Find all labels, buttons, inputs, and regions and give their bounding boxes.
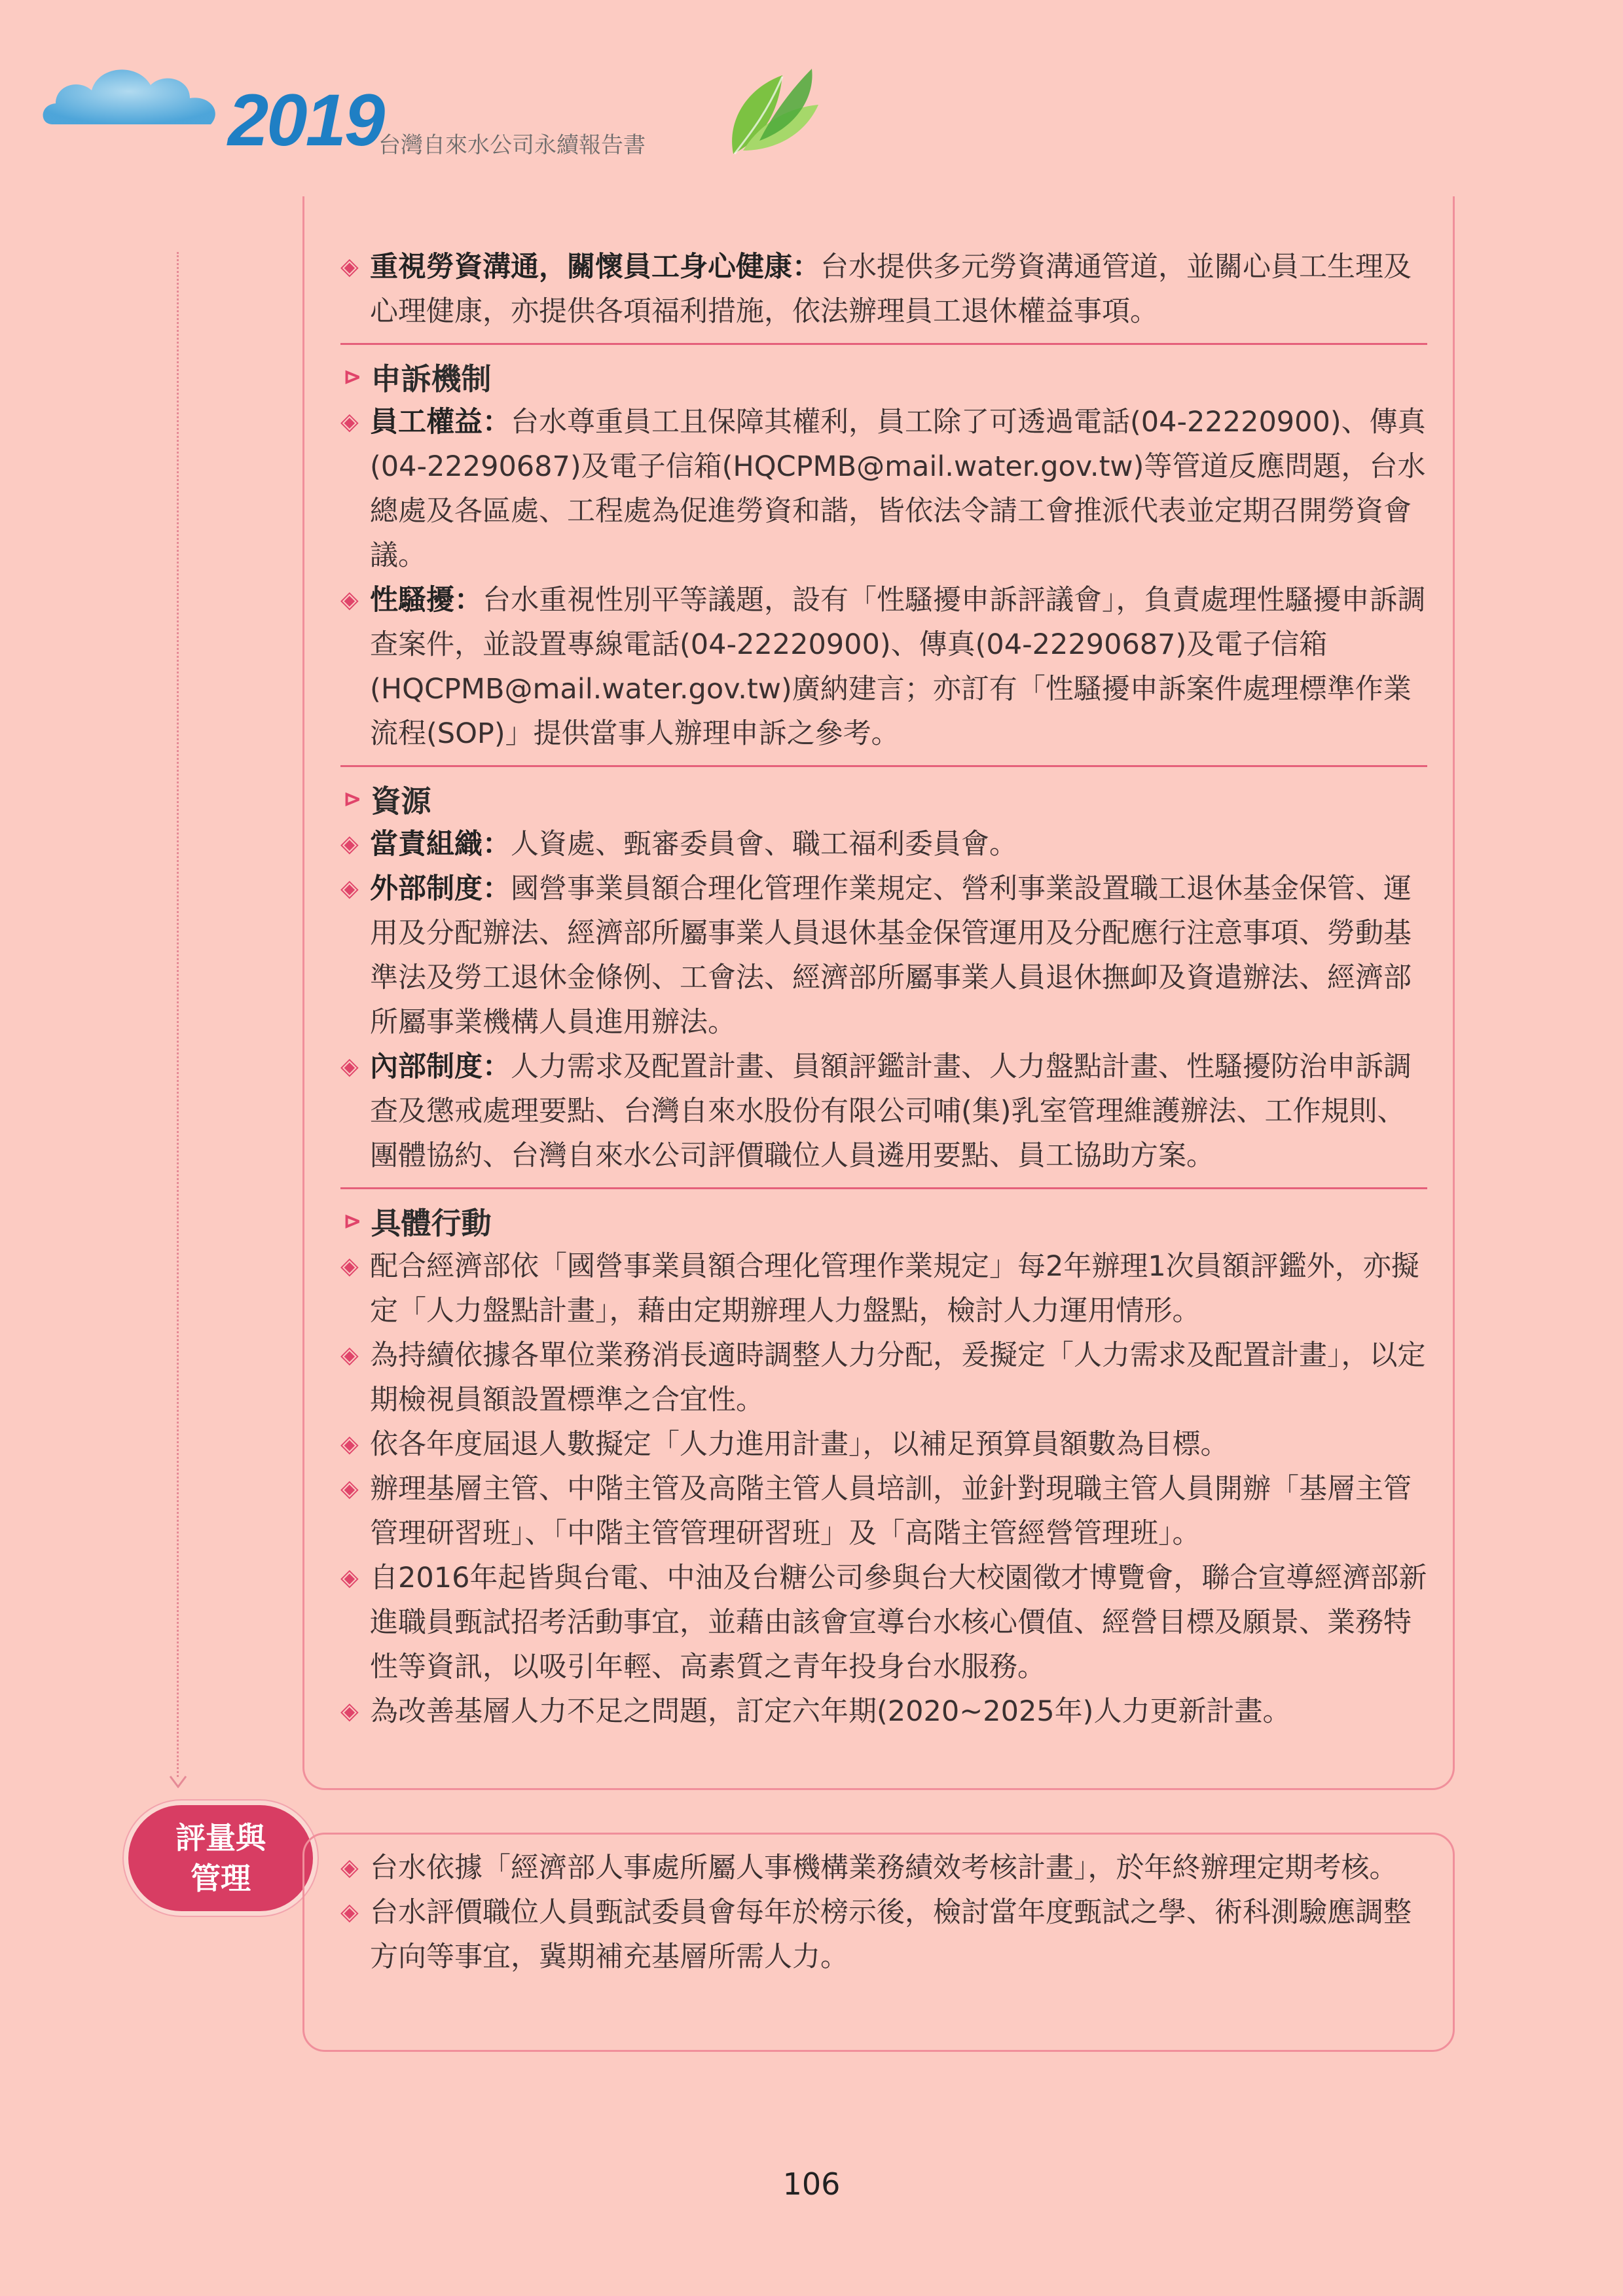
section-heading-text: 資源 <box>371 783 431 819</box>
item-text: 台水評價職位人員甄試委員會每年於榜示後，檢討當年度甄試之學、術科測驗應調整方向等事宜，冀期補充基層所需人力。 <box>370 1896 1412 1973</box>
item-text: 人資處、甄審委員會、職工福利委員會。 <box>511 828 1017 861</box>
item-text: 人力需求及配置計畫、員額評鑑計畫、人力盤點計畫、性騷擾防治申訴調查及懲戒處理要點、台灣自來水股份有限公司哺(集)乳室管理維護辦法、工作規則、團體協約、台灣自來水公司評價職位人員遴用要點、員工協助方案。 <box>370 1050 1412 1172</box>
item-text: 國營事業員額合理化管理作業規定、營利事業設置職工退休基金保管、運用及分配辦法、經濟部所屬事業人員退休基金保管運用及分配應行注意事項、勞動基準法及勞工退休金條例、工會法、經濟部所屬事業人員退休撫卹及資遣辦法、經濟部所屬事業機構人員進用辦法。 <box>370 872 1412 1039</box>
item-text: 自2016年起皆與台電、中油及台糖公司參與台大校園徵才博覽會，聯合宣導經濟部新進職員甄試招考活動事宜，並藉由該會宣導台水核心價值、經營目標及願景、業務特性等資訊，以吸引年輕、高素質之青年投身台水服務。 <box>370 1562 1427 1683</box>
evaluation-label-line2: 管理 <box>191 1861 251 1896</box>
triangle-marker-icon: ⊳ <box>343 786 362 812</box>
page-number: 106 <box>782 2166 841 2202</box>
section-heading-actions <box>340 1198 1427 1244</box>
item-text: 台水依據「經濟部人事處所屬人事機構業務績效考核計畫」，於年終辦理定期考核。 <box>370 1852 1398 1884</box>
list-item <box>340 867 1427 1045</box>
diamond-bullet-icon: ◈ <box>340 253 359 280</box>
list-item <box>340 578 1427 756</box>
cloud-logo-icon <box>39 52 236 151</box>
item-text: 依各年度屆退人數擬定「人力進用計畫」，以補足預算員額數為目標。 <box>370 1428 1229 1461</box>
list-item <box>340 400 1427 578</box>
diamond-bullet-icon: ◈ <box>340 1475 359 1502</box>
section-divider <box>340 343 1427 345</box>
evaluation-label-badge <box>128 1805 313 1911</box>
item-text: 辦理基層主管、中階主管及高階主管人員培訓，並針對現職主管人員開辦「基層主管管理研習班」、「中階主管管理研習班」及「高階主管經營管理班」。 <box>370 1473 1412 1550</box>
list-item <box>340 1890 1427 1979</box>
diamond-bullet-icon: ◈ <box>340 586 359 613</box>
evaluation-content <box>340 1846 1427 1979</box>
item-text: 台水重視性別平等議題，設有「性騷擾申訴評議會」，負責處理性騷擾申訴調查案件，並設置專線電話(04-22220900)、傳真(04-22290687)及電子信箱(HQCPMB@mail.water.gov.tw)廣納建言；亦訂有「性騷擾申訴案件處理標準作業流程(SOP)」提供當事人辦理申訴之參考。 <box>370 584 1426 750</box>
report-year: 2019 <box>228 79 384 161</box>
triangle-marker-icon: ⊳ <box>343 364 362 390</box>
triangle-marker-icon: ⊳ <box>343 1208 362 1234</box>
labor-communication-item <box>340 245 1427 334</box>
diamond-bullet-icon: ◈ <box>340 1342 359 1369</box>
list-item <box>340 1689 1427 1734</box>
section-heading-resources <box>340 776 1427 822</box>
item-label: 當責組織： <box>370 828 511 861</box>
report-title: 台灣自來水公司永續報告書 <box>378 132 646 158</box>
item-label: 員工權益： <box>370 406 511 439</box>
item-label: 內部制度： <box>370 1050 511 1083</box>
diamond-bullet-icon: ◈ <box>340 1899 359 1926</box>
diamond-bullet-icon: ◈ <box>340 1698 359 1725</box>
diamond-bullet-icon: ◈ <box>340 831 359 857</box>
section-divider <box>340 765 1427 767</box>
item-text: 台水提供多元勞資溝通管道，並關心員工生理及心理健康，亦提供各項福利措施，依法辦理員工退休權益事項。 <box>370 251 1412 328</box>
timeline-dotted-line <box>177 252 179 1777</box>
section-heading-text: 具體行動 <box>371 1206 492 1241</box>
item-text: 台水尊重員工且保障其權利，員工除了可透過電話(04-22220900)、傳真(04-22290687)及電子信箱(HQCPMB@mail.water.gov.tw)等管道反應問題，台水總處及各區處、工程處為促進勞資和諧，皆依法令請工會推派代表並定期召開勞資會議。 <box>370 406 1426 572</box>
content-column <box>340 245 1427 1734</box>
diamond-bullet-icon: ◈ <box>340 1053 359 1080</box>
list-item <box>340 1422 1427 1467</box>
section-divider <box>340 1187 1427 1189</box>
diamond-bullet-icon: ◈ <box>340 875 359 902</box>
diamond-bullet-icon: ◈ <box>340 408 359 435</box>
item-label: 外部制度： <box>370 872 511 905</box>
item-label: 性騷擾： <box>370 584 483 617</box>
list-item <box>340 822 1427 867</box>
list-item <box>340 1045 1427 1178</box>
list-item <box>340 1333 1427 1422</box>
section-heading-grievance <box>340 354 1427 400</box>
leaf-logo-icon <box>720 62 825 160</box>
evaluation-label-line1: 評量與 <box>175 1820 266 1856</box>
list-item <box>340 1846 1427 1890</box>
item-label: 重視勞資溝通，關懷員工身心健康： <box>370 251 820 283</box>
diamond-bullet-icon: ◈ <box>340 1854 359 1881</box>
diamond-bullet-icon: ◈ <box>340 1564 359 1591</box>
item-text: 配合經濟部依「國營事業員額合理化管理作業規定」每2年辦理1次員額評鑑外，亦擬定「人力盤點計畫」，藉由定期辦理人力盤點，檢討人力運用情形。 <box>370 1250 1419 1327</box>
timeline-arrow-icon <box>169 1775 187 1788</box>
list-item <box>340 1244 1427 1333</box>
diamond-bullet-icon: ◈ <box>340 1253 359 1280</box>
item-text: 為持續依據各單位業務消長適時調整人力分配，爰擬定「人力需求及配置計畫」，以定期檢視員額設置標準之合宜性。 <box>370 1339 1426 1416</box>
diamond-bullet-icon: ◈ <box>340 1431 359 1458</box>
item-text: 為改善基層人力不足之問題，訂定六年期(2020~2025年)人力更新計畫。 <box>370 1695 1291 1728</box>
section-heading-text: 申訴機制 <box>371 361 492 397</box>
list-item <box>340 1556 1427 1689</box>
list-item <box>340 1467 1427 1556</box>
